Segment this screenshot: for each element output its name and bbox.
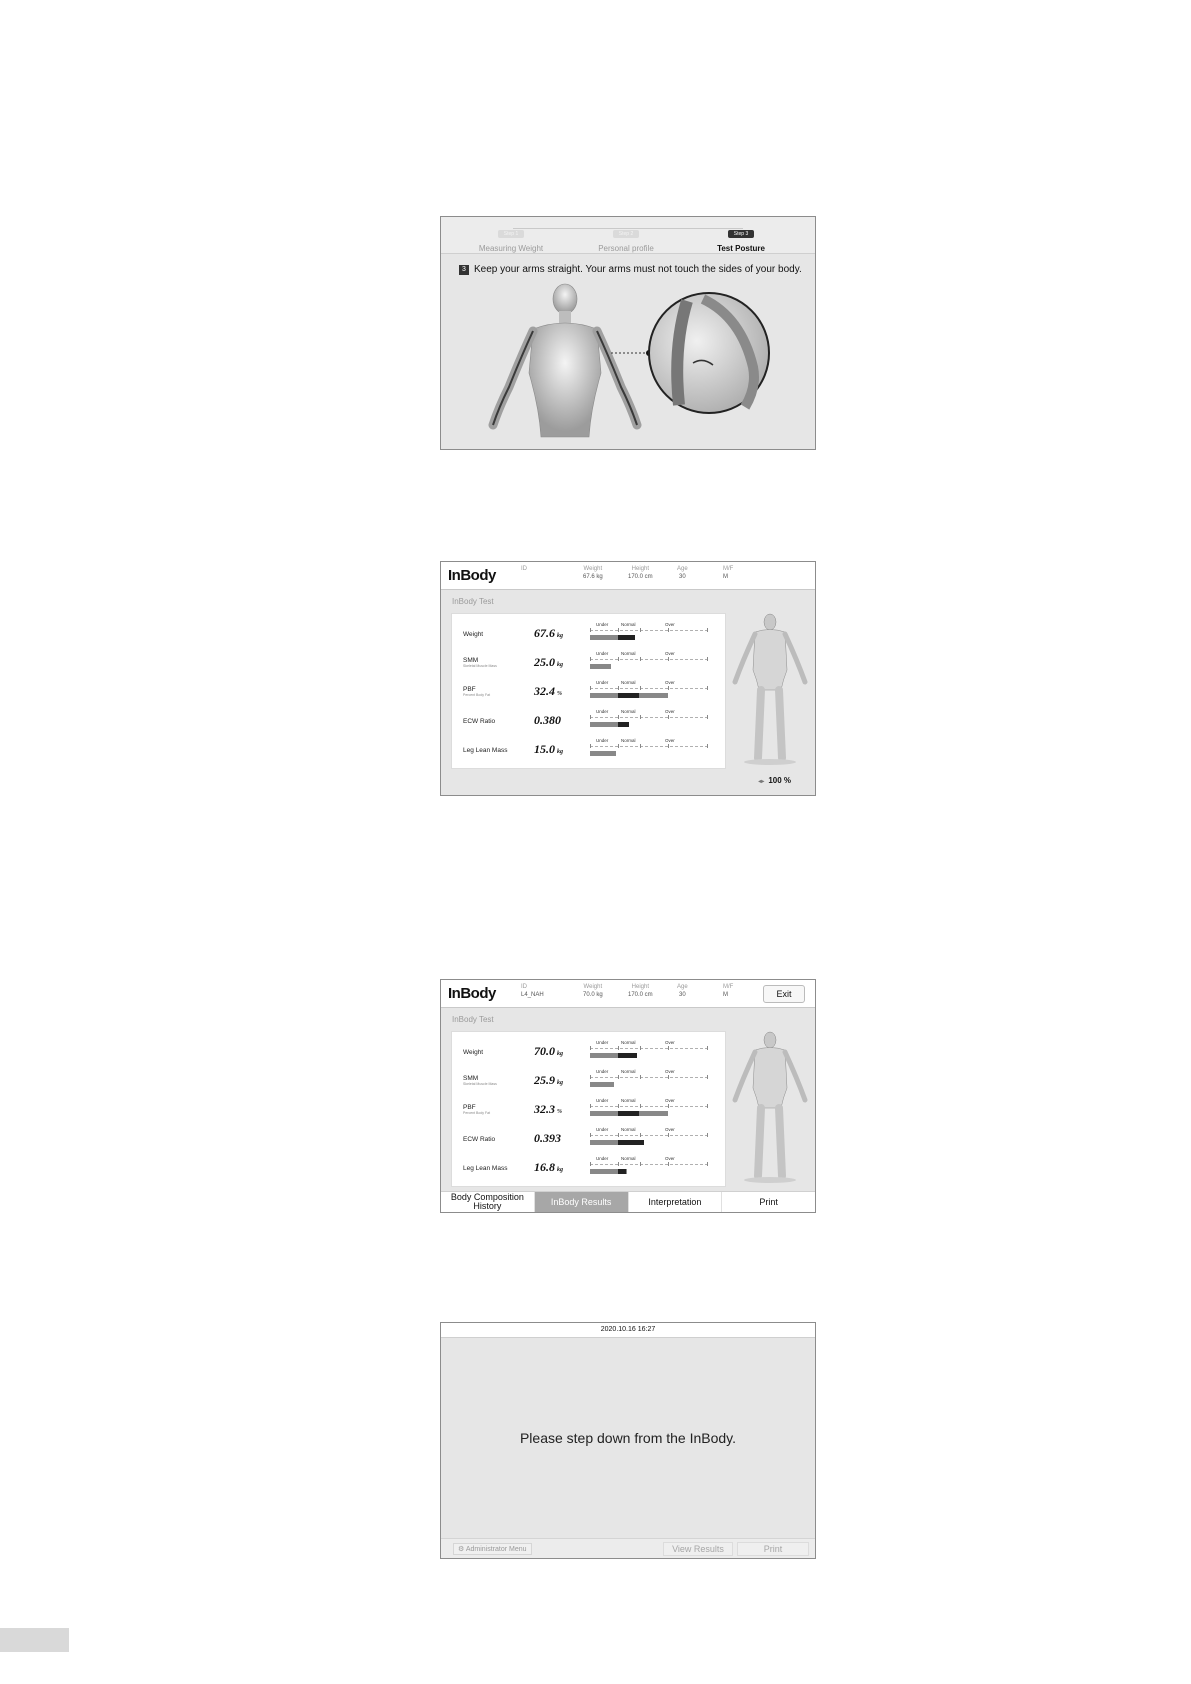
height-field [628, 983, 653, 999]
tab-print[interactable]: Print [759, 1197, 778, 1207]
range-scale [590, 709, 708, 729]
sex-label: M/F [723, 566, 734, 572]
arrows-icon: ◂▸ [758, 779, 765, 785]
result-value [534, 626, 563, 641]
scale-tick [640, 686, 641, 690]
scale-tick [618, 1075, 619, 1079]
scale-zone-normal: Normal [621, 738, 636, 743]
result-number: 25.9 [534, 1073, 555, 1087]
scale-tick [707, 1162, 708, 1166]
scale-tick [668, 1162, 669, 1166]
weight-label: Weight [583, 566, 603, 572]
scale-tick [668, 744, 669, 748]
step-2-label: Personal profile [598, 244, 654, 253]
id-field [521, 565, 527, 573]
result-label-subtext: Percent Body Fat [463, 1111, 491, 1115]
scale-zone-normal: Normal [621, 1156, 636, 1161]
result-value [534, 1073, 563, 1088]
result-unit: % [557, 691, 562, 697]
profile-header [441, 980, 815, 1008]
result-number: 16.8 [534, 1160, 555, 1174]
range-scale [590, 1069, 708, 1089]
result-unit: kg [557, 749, 563, 755]
scale-tick [707, 1104, 708, 1108]
result-unit: kg [557, 662, 563, 668]
bottom-bar [441, 1538, 815, 1558]
scale-tick [640, 1104, 641, 1108]
tab-history-line2: History [473, 1201, 502, 1211]
result-value [534, 1044, 563, 1059]
zoomed-armpit-detail [649, 293, 769, 413]
scale-zone-over: Over [665, 651, 675, 656]
age-value: 30 [679, 992, 686, 998]
sex-field [723, 983, 733, 999]
scale-zone-normal: Normal [621, 651, 636, 656]
result-number: 15.0 [534, 742, 555, 756]
result-label-subtext: Percent Body Fat [463, 693, 491, 697]
scale-zone-under: Under [596, 1040, 609, 1045]
scale-tick [707, 686, 708, 690]
scale-tick [707, 657, 708, 661]
print-button[interactable]: Print [737, 1542, 809, 1556]
id-field [521, 983, 544, 999]
result-label [463, 631, 483, 638]
result-bar [590, 1082, 614, 1087]
age-value: 30 [679, 574, 686, 580]
posture-instruction [459, 264, 802, 275]
result-row [452, 1065, 725, 1093]
result-label-text: Leg Lean Mass [463, 1165, 508, 1172]
tab-inbody-results[interactable]: InBody Results [535, 1192, 629, 1212]
result-row [452, 1152, 725, 1180]
section-title: InBody Test [452, 597, 494, 606]
scale-zone-over: Over [665, 738, 675, 743]
scale-axis [590, 1048, 708, 1049]
result-label [463, 1104, 490, 1115]
scale-tick [668, 657, 669, 661]
scale-tick [618, 686, 619, 690]
scale-tick [618, 1162, 619, 1166]
result-bar [590, 1140, 644, 1145]
result-row [452, 1123, 725, 1151]
instruction-text: Keep your arms straight. Your arms must not touch the sides of your body. [474, 264, 802, 275]
result-row [452, 618, 725, 646]
step-3 [681, 222, 801, 253]
result-unit: kg [557, 1051, 563, 1057]
profile-header [441, 562, 815, 590]
result-bar [590, 664, 611, 669]
scale-tick [590, 657, 591, 661]
scale-tick [590, 686, 591, 690]
height-field [628, 565, 653, 581]
result-bar [590, 1111, 668, 1116]
result-number: 32.3 [534, 1102, 555, 1116]
weight-value: 70.0 kg [583, 992, 603, 998]
result-bar [590, 751, 616, 756]
tab-body-composition-history[interactable] [441, 1192, 535, 1212]
scale-tick [668, 1046, 669, 1050]
results-panel [451, 1031, 726, 1187]
scale-tick [590, 744, 591, 748]
scale-zone-normal: Normal [621, 1098, 636, 1103]
result-label-text: Leg Lean Mass [463, 747, 508, 754]
result-number: 0.393 [534, 1131, 561, 1145]
age-field [677, 983, 688, 999]
result-unit: kg [557, 1167, 563, 1173]
result-row [452, 676, 725, 704]
inbody-logo: InBody [448, 985, 496, 1002]
range-scale [590, 1127, 708, 1147]
human-body-figure [493, 284, 637, 437]
scale-zone-under: Under [596, 1069, 609, 1074]
step-1 [451, 222, 571, 253]
result-label [463, 1165, 507, 1172]
result-value [534, 655, 563, 670]
result-number: 0.380 [534, 713, 561, 727]
scale-zone-under: Under [596, 680, 609, 685]
scale-tick [640, 1133, 641, 1137]
scale-zone-under: Under [596, 1127, 609, 1132]
scale-tick [668, 1075, 669, 1079]
id-label: ID [521, 566, 527, 572]
result-label-subtext: Skeletal Muscle Mass [463, 1082, 497, 1086]
weight-value: 67.6 kg [583, 574, 603, 580]
scale-tick [640, 1162, 641, 1166]
result-tabs [441, 1191, 815, 1212]
result-label-text: Weight [463, 631, 484, 638]
instruction-number-badge: 3 [459, 265, 469, 275]
result-number: 70.0 [534, 1044, 555, 1058]
scale-tick [707, 1075, 708, 1079]
result-bar-highlight [618, 1053, 637, 1058]
scale-tick [618, 1133, 619, 1137]
scale-zone-over: Over [665, 622, 675, 627]
step-3-pill: Step 3 [728, 230, 754, 238]
height-value: 170.0 cm [628, 992, 653, 998]
tab-interpretation[interactable]: Interpretation [629, 1192, 723, 1212]
result-value [534, 713, 561, 728]
scale-tick [640, 715, 641, 719]
result-bar [590, 722, 629, 727]
scale-axis [590, 1077, 708, 1078]
result-label [463, 686, 490, 697]
scale-axis [590, 688, 708, 689]
result-unit: kg [557, 633, 563, 639]
sex-value: M [723, 992, 728, 998]
progress-percent: 100 % [768, 776, 791, 785]
scale-zone-under: Under [596, 1098, 609, 1103]
scale-zone-normal: Normal [621, 1040, 636, 1045]
result-label-text: PBF [463, 686, 476, 693]
scale-zone-normal: Normal [621, 1127, 636, 1132]
posture-instruction-screen [440, 216, 816, 450]
result-label-text: ECW Ratio [463, 718, 496, 725]
scale-tick [590, 1046, 591, 1050]
scale-zone-over: Over [665, 1156, 675, 1161]
result-label-subtext: Skeletal Muscle Mass [463, 664, 497, 668]
result-row [452, 1094, 725, 1122]
scale-axis [590, 1164, 708, 1165]
scale-axis [590, 659, 708, 660]
scale-axis [590, 1106, 708, 1107]
result-bar-highlight [618, 693, 639, 698]
height-value: 170.0 cm [628, 574, 653, 580]
scale-tick [668, 715, 669, 719]
result-label-text: PBF [463, 1104, 476, 1111]
scale-tick [707, 1133, 708, 1137]
scale-zone-normal: Normal [621, 1069, 636, 1074]
result-bar [590, 1169, 627, 1174]
range-scale [590, 1040, 708, 1060]
scale-zone-normal: Normal [621, 709, 636, 714]
scale-tick [618, 628, 619, 632]
scale-tick [590, 628, 591, 632]
scale-zone-over: Over [665, 1098, 675, 1103]
measurement-progress [758, 776, 791, 785]
scale-tick [707, 744, 708, 748]
scale-tick [668, 686, 669, 690]
result-label-text: Weight [463, 1049, 484, 1056]
scale-tick [618, 744, 619, 748]
result-label [463, 718, 495, 725]
result-number: 25.0 [534, 655, 555, 669]
result-label [463, 657, 497, 668]
results-panel [451, 613, 726, 769]
body-figure [731, 610, 809, 765]
result-row [452, 647, 725, 675]
result-bar-highlight [618, 1169, 626, 1174]
age-label: Age [677, 984, 688, 990]
result-row [452, 705, 725, 733]
scale-tick [640, 1046, 641, 1050]
step-2-pill: Step 2 [613, 230, 639, 238]
scale-zone-over: Over [665, 1127, 675, 1132]
scale-zone-under: Under [596, 709, 609, 714]
page-corner-tab [0, 1628, 69, 1652]
id-label: ID [521, 984, 527, 990]
range-scale [590, 1156, 708, 1176]
age-label: Age [677, 566, 688, 572]
scale-axis [590, 630, 708, 631]
inbody-logo: InBody [448, 567, 496, 584]
scale-tick [640, 628, 641, 632]
scale-zone-normal: Normal [621, 622, 636, 627]
range-scale [590, 680, 708, 700]
result-bar-highlight [618, 722, 629, 727]
scale-zone-over: Over [665, 1069, 675, 1074]
height-label: Height [631, 566, 650, 572]
weight-label: Weight [583, 984, 603, 990]
step-down-screen [440, 1322, 816, 1559]
administrator-menu-button[interactable] [453, 1543, 532, 1555]
step-3-label: Test Posture [717, 244, 765, 253]
result-bar [590, 1053, 637, 1058]
scale-zone-over: Over [665, 709, 675, 714]
step-2 [566, 222, 686, 253]
step-1-label: Measuring Weight [478, 244, 544, 253]
weight-field [583, 565, 603, 581]
result-bar [590, 635, 635, 640]
sex-value: M [723, 574, 728, 580]
sex-label: M/F [723, 984, 734, 990]
step-1-pill: Step 1 [498, 230, 524, 238]
scale-tick [668, 1104, 669, 1108]
result-label-text: SMM [463, 657, 479, 664]
scale-zone-under: Under [596, 622, 609, 627]
scale-axis [590, 746, 708, 747]
result-label [463, 1075, 497, 1086]
result-label [463, 1049, 483, 1056]
scale-tick [640, 1075, 641, 1079]
result-label [463, 747, 507, 754]
result-bar [590, 693, 668, 698]
id-value: L4_NAH [521, 992, 544, 998]
result-bar-highlight [618, 1111, 639, 1116]
result-value [534, 742, 563, 757]
scale-tick [640, 657, 641, 661]
inbody-test-screen [440, 561, 816, 796]
scale-zone-normal: Normal [621, 680, 636, 685]
step-progress-bar [441, 217, 815, 254]
range-scale [590, 738, 708, 758]
body-figure [731, 1028, 809, 1183]
section-title: InBody Test [452, 1015, 494, 1024]
result-number: 32.4 [534, 684, 555, 698]
scale-zone-over: Over [665, 680, 675, 685]
result-number: 67.6 [534, 626, 555, 640]
result-value [534, 1160, 563, 1175]
scale-zone-over: Over [665, 1040, 675, 1045]
scale-tick [707, 1046, 708, 1050]
scale-zone-under: Under [596, 1156, 609, 1161]
step-down-message: Please step down from the InBody. [519, 1430, 737, 1446]
view-results-button[interactable]: View Results [663, 1542, 733, 1556]
scale-axis [590, 717, 708, 718]
range-scale [590, 651, 708, 671]
scale-tick [640, 744, 641, 748]
scale-tick [590, 1162, 591, 1166]
scale-axis [590, 1135, 708, 1136]
scale-zone-under: Under [596, 738, 609, 743]
scale-tick [707, 715, 708, 719]
result-unit: % [557, 1109, 562, 1115]
result-row [452, 734, 725, 762]
scale-tick [618, 1104, 619, 1108]
inbody-results-screen [440, 979, 816, 1213]
range-scale [590, 1098, 708, 1118]
result-unit: kg [557, 1080, 563, 1086]
scale-tick [668, 1133, 669, 1137]
scale-tick [618, 1046, 619, 1050]
datetime-bar: 2020.10.16 16:27 [441, 1323, 815, 1338]
result-bar-highlight [618, 1140, 644, 1145]
scale-tick [618, 657, 619, 661]
result-label-text: ECW Ratio [463, 1136, 496, 1143]
result-bar-highlight [618, 635, 635, 640]
result-label-text: SMM [463, 1075, 479, 1082]
result-label [463, 1136, 495, 1143]
tab-history-line1: Body Composition [450, 1192, 524, 1202]
height-label: Height [631, 984, 650, 990]
scale-tick [618, 715, 619, 719]
scale-tick [590, 715, 591, 719]
weight-field [583, 983, 603, 999]
gear-icon: ⚙ [458, 1546, 466, 1553]
scale-tick [590, 1104, 591, 1108]
sex-field [723, 565, 733, 581]
result-value [534, 1102, 562, 1117]
posture-illustration [441, 277, 815, 449]
scale-tick [590, 1133, 591, 1137]
scale-tick [668, 628, 669, 632]
scale-zone-under: Under [596, 651, 609, 656]
range-scale [590, 622, 708, 642]
result-value [534, 684, 562, 699]
result-row [452, 1036, 725, 1064]
admin-label: Administrator Menu [465, 1546, 527, 1553]
scale-tick [707, 628, 708, 632]
exit-button[interactable]: Exit [763, 985, 805, 1003]
result-value [534, 1131, 561, 1146]
age-field [677, 565, 688, 581]
scale-tick [590, 1075, 591, 1079]
